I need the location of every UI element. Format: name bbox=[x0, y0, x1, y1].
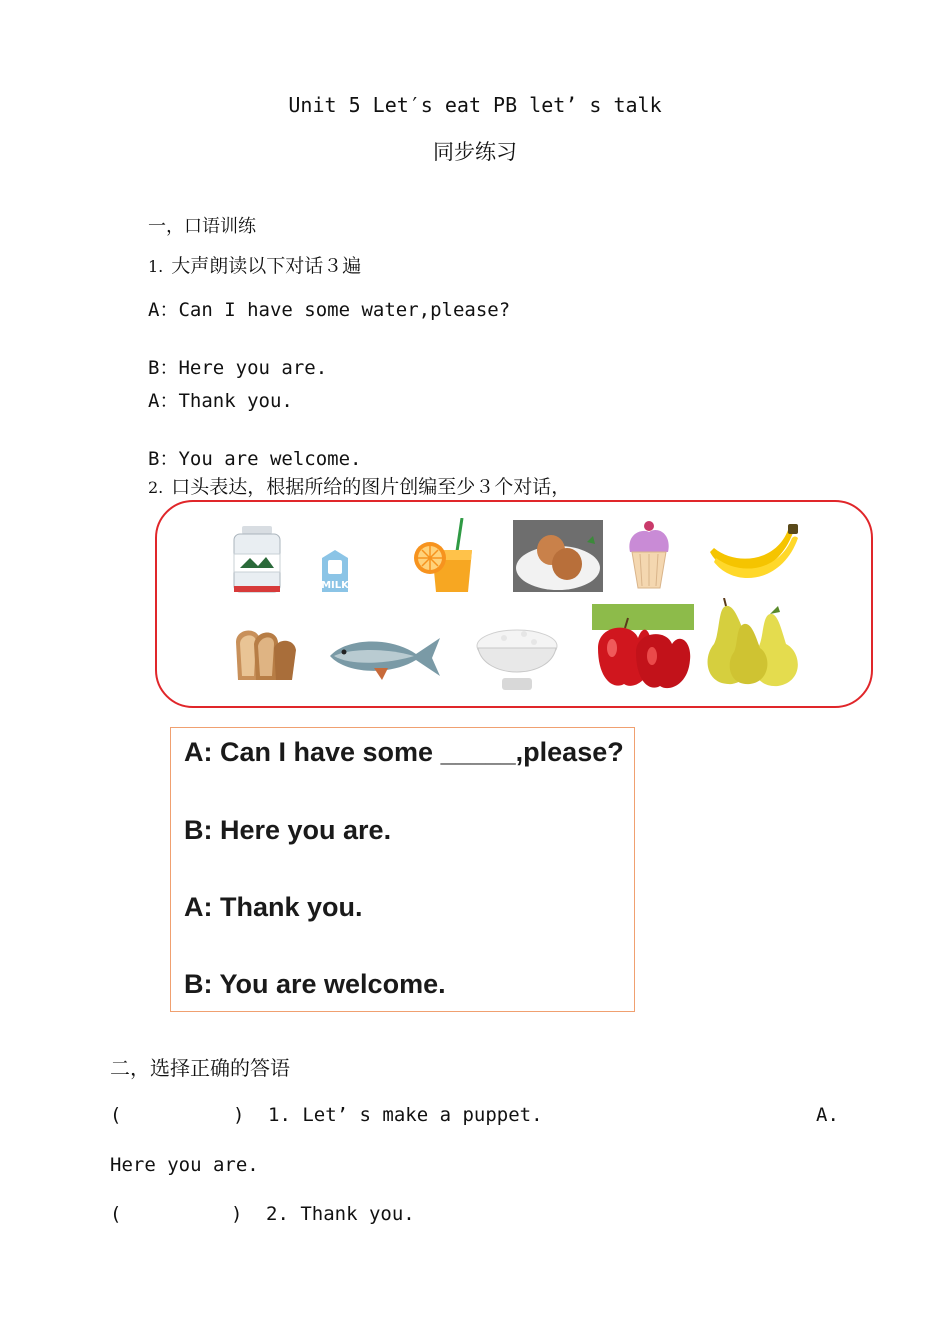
q1-text: 1. Let’ s make a puppet. bbox=[268, 1104, 543, 1126]
cupcake-icon bbox=[622, 518, 676, 592]
task2-text: 口头表达，根据所给的图片创编至少３个对话， bbox=[171, 476, 571, 498]
rice-bowl-icon bbox=[474, 620, 560, 694]
bananas-icon bbox=[706, 522, 802, 590]
page-subtitle: 同步练习 bbox=[433, 140, 517, 164]
template-line-2: B: Here you are. bbox=[184, 815, 392, 845]
water-bottle-icon bbox=[228, 524, 286, 596]
q2-open-paren: ( bbox=[110, 1203, 122, 1225]
page-title: Unit 5 Let′s eat PB let’ s talk bbox=[288, 93, 662, 117]
template-line-3: A: Thank you. bbox=[184, 892, 363, 922]
dialog-line-3: A：Thank you. bbox=[148, 390, 293, 412]
task2-number: 2. bbox=[148, 478, 164, 497]
dialog-line-2: B：Here you are. bbox=[148, 357, 328, 379]
q2-close-paren: ) bbox=[231, 1203, 243, 1225]
dialog-line-4: B：You are welcome. bbox=[148, 448, 362, 470]
template-dialog-box bbox=[170, 727, 635, 1012]
q1-open-paren: ( bbox=[110, 1104, 122, 1126]
section1-heading: 一，口语训练 bbox=[148, 216, 256, 237]
fish-icon bbox=[326, 630, 444, 682]
q2-text: 2. Thank you. bbox=[266, 1203, 415, 1225]
section2-heading: 二，选择正确的答语 bbox=[110, 1056, 290, 1080]
bread-icon bbox=[232, 622, 302, 684]
q1-option-a-text: Here you are. bbox=[110, 1154, 259, 1176]
task1-number: 1. bbox=[148, 257, 164, 276]
task2 bbox=[148, 472, 570, 499]
q1-close-paren: ) bbox=[233, 1104, 245, 1126]
pears-icon bbox=[700, 598, 810, 690]
milk-label: MILK bbox=[321, 580, 349, 591]
template-line-4: B: You are welcome. bbox=[184, 969, 446, 999]
dialog-line-1: A：Can I have some water,please? bbox=[148, 299, 511, 321]
eggs-icon bbox=[513, 520, 603, 592]
milk-carton-icon bbox=[318, 548, 352, 594]
orange-juice-icon bbox=[412, 518, 482, 596]
task1 bbox=[148, 251, 361, 278]
template-line-1: A: Can I have some _____,please? bbox=[184, 737, 624, 767]
task1-text: 大声朗读以下对话３遍 bbox=[171, 255, 362, 277]
q1-option-a: A. bbox=[816, 1104, 839, 1126]
apples-icon bbox=[592, 604, 694, 692]
